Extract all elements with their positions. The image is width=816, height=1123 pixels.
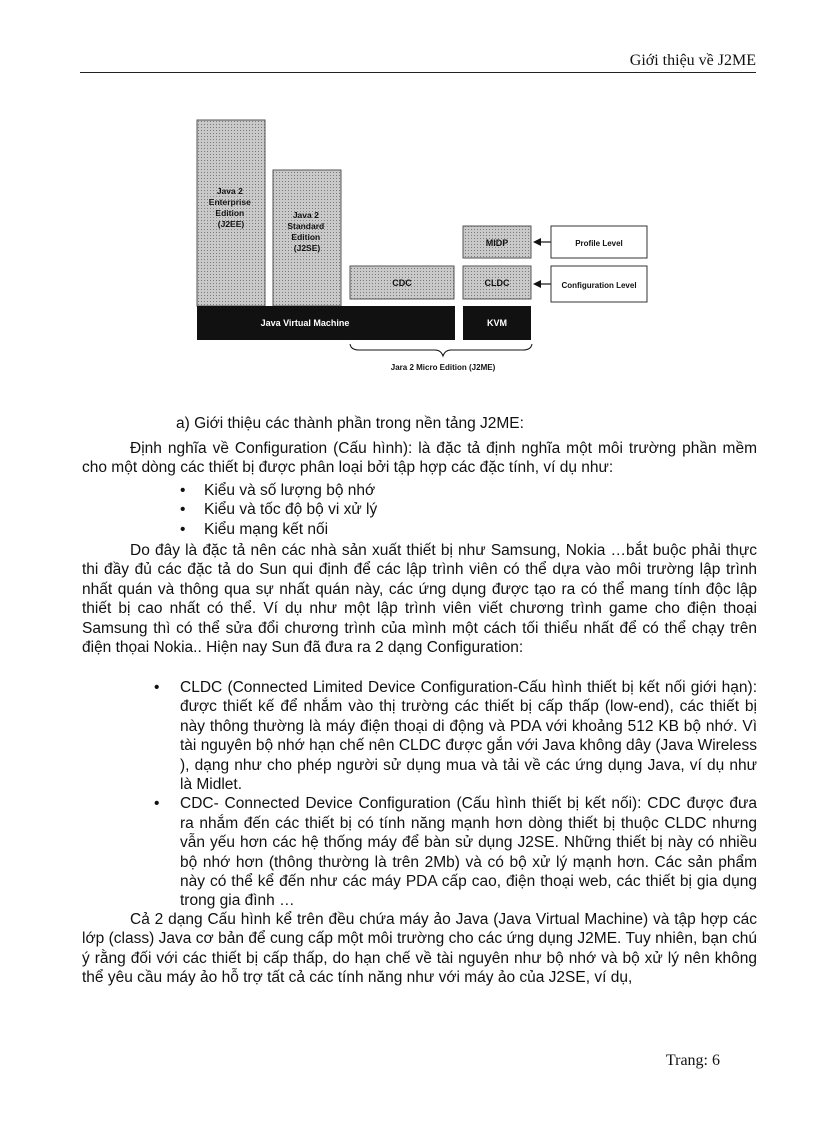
header-divider <box>80 72 756 73</box>
j2se-label-2: Standard <box>287 221 325 231</box>
list-item: • Kiểu và số lượng bộ nhớ <box>178 481 678 500</box>
configuration-types-list <box>152 678 757 911</box>
j2ee-label-2: Enterprise <box>208 197 251 207</box>
midp-label: MIDP <box>485 238 509 248</box>
page-header-title: Giới thiệu về J2ME <box>629 52 756 69</box>
j2se-label-1: Java 2 <box>292 210 319 220</box>
configuration-traits-list <box>178 481 678 539</box>
kvm-label: KVM <box>487 318 507 328</box>
profile-level-label: Profile Level <box>575 239 623 248</box>
list-item-cdc: • CDC- Connected Device Configuration (Cấu hình thiết bị kết nối): CDC được đưa ra nhắm đến các thiết bị có tính năng mạnh hơn dòng thiết bị thuộc CLDC nhưng vẫn yếu hơn các hệ thống máy để bàn sử dụng J2SE. Những thiết bị này có nhiều bộ nhớ hơn (thông thường là trên 2Mb) và có bộ xử lý mạnh hơn. Các sản phẩm này có thể kể đến như các máy PDA cấp cao, điện thoại web, các thiết bị gia dụng trong gia đình … <box>152 794 757 910</box>
jvm-label: Java Virtual Machine <box>260 318 350 328</box>
profile-arrowhead <box>533 238 541 246</box>
cldc-label: CLDC <box>484 278 510 288</box>
j2se-label-4: (J2SE) <box>293 243 321 253</box>
list-item-cldc: • CLDC (Connected Limited Device Configuration-Cấu hình thiết bị kết nối giới hạn): được thiết kế để nhắm vào thị trường các thiết bị cấp thấp (low-end), các thiết bị này thông thường là máy điện thoại di động và PDA với khoảng 512 KB bộ nhớ. Vì tài nguyên bộ nhớ hạn chế nên CLDC được gắn với Java không dây (Java Wireless ), dạng như cho phép người sử dụng mua và tải về các ứng dụng Java, ví dụ như là Midlet. <box>152 678 757 794</box>
list-item: • Kiểu và tốc độ bộ vi xử lý <box>178 500 678 519</box>
j2me-architecture-diagram <box>195 118 655 380</box>
j2ee-label-3: Edition <box>215 208 245 218</box>
cdc-label: CDC <box>392 278 412 288</box>
list-item: • Kiểu mạng kết nối <box>178 520 678 539</box>
paragraph-configuration-definition: Định nghĩa về Configuration (Cấu hình): là đặc tả định nghĩa một môi trường phần mềm cho một dòng các thiết bị được phân loại bởi tập hợp các đặc tính, ví dụ như: <box>82 440 757 477</box>
paragraph-jvm-note: Cả 2 dạng Cấu hình kể trên đều chứa máy ảo Java (Java Virtual Machine) và tập hợp các lớp (class) Java cơ bản để cung cấp một môi trường cho các ứng dụng J2ME. Tuy nhiên, bạn chú ý rằng đối với các thiết bị cấp thấp, do hạn chế về tài nguyên như bộ nhớ và bộ xử lý nên không thể yêu cầu máy ảo hỗ trợ tất cả các tính năng như với máy ảo của J2SE, ví dụ, <box>82 911 757 987</box>
section-heading: a) Giới thiệu các thành phần trong nền tảng J2ME: <box>176 415 524 432</box>
page-number: Trang: 6 <box>665 1052 720 1069</box>
j2me-brace <box>350 344 532 356</box>
j2se-label-3: Edition <box>291 232 321 242</box>
configuration-arrowhead <box>533 280 541 288</box>
j2ee-label-1: Java 2 <box>216 186 243 196</box>
configuration-level-label: Configuration Level <box>561 281 637 290</box>
paragraph-vendor-spec: Do đây là đặc tả nên các nhà sản xuất thiết bị như Samsung, Nokia …bắt buộc phải thực thi đầy đủ các đặc tả do Sun qui định để các lập trình viên có thể dựa vào môi trường lập trình nhất quán và thông qua sự nhất quán này, các ứng dụng được tạo ra có thể mang tính độc lập thiết bị cao nhất có thể. Ví dụ như một lập trình viên viết chương trình game cho điện thoại Samsung thì có thể sửa đổi chương trình của mình một cách tối thiểu nhất để có thể chạy trên điện thọai Nokia.. Hiện nay Sun đã đưa ra 2 dạng Configuration: <box>82 542 757 657</box>
j2ee-label-4: (J2EE) <box>217 219 245 229</box>
j2me-caption: Jara 2 Micro Edition (J2ME) <box>390 363 496 372</box>
